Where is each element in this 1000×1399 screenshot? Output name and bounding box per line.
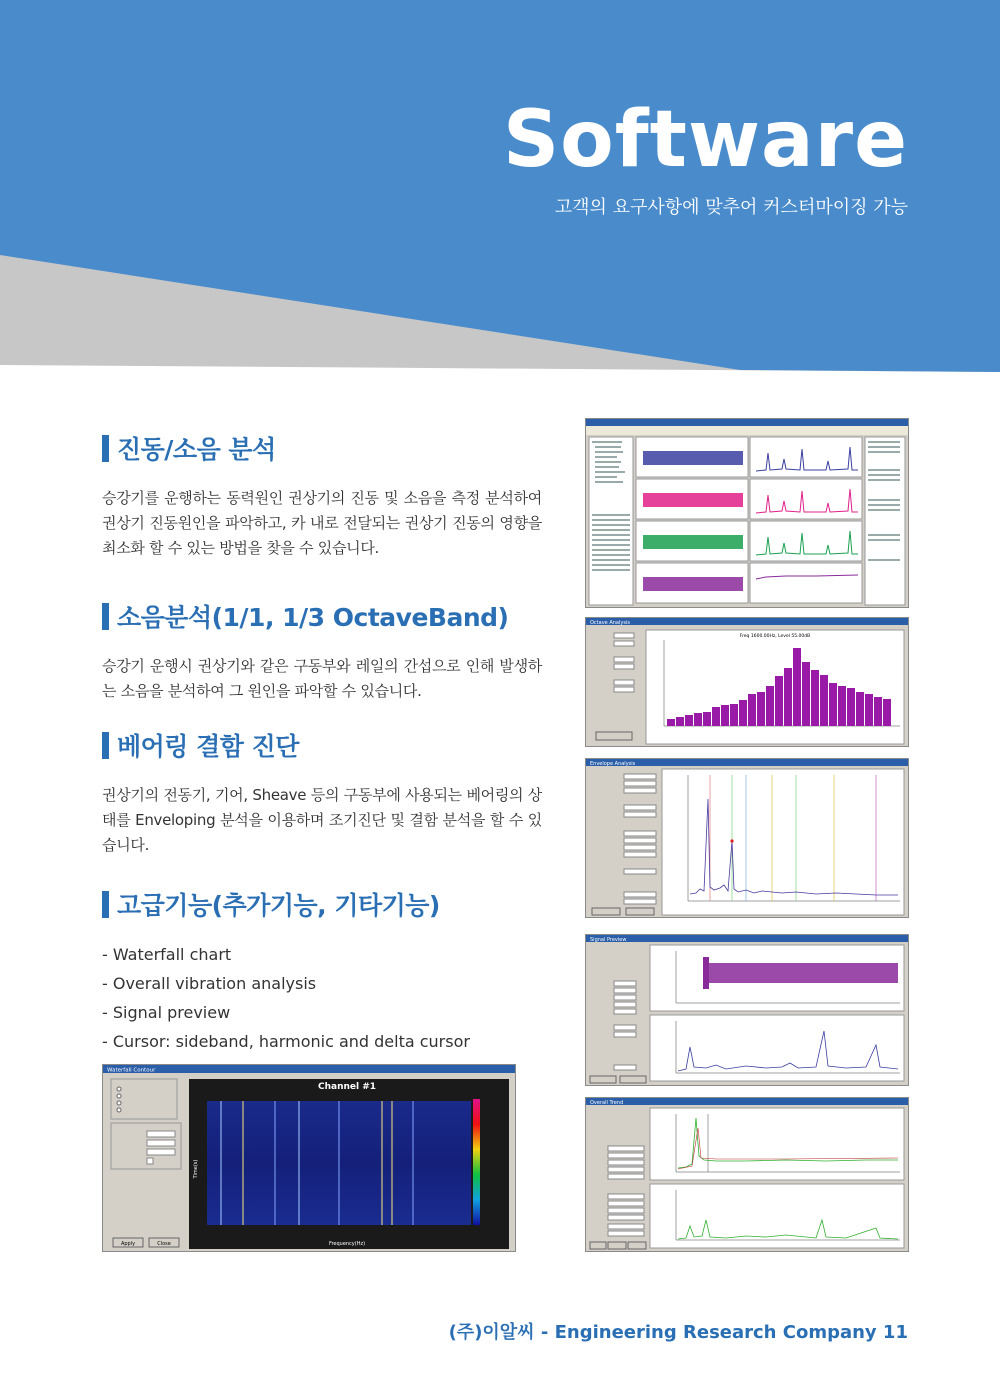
signal-preview-screenshot <box>585 934 909 1086</box>
list-item: - Overall vibration analysis <box>102 974 317 993</box>
section-title: 베어링 결함 진단 <box>117 732 299 761</box>
window-title: Waterfall Contour <box>107 1067 156 1074</box>
section-vibration <box>102 430 542 561</box>
section-title: 고급기능(추가기능, 기타기능) <box>117 891 440 920</box>
page-title: Software <box>502 95 908 185</box>
section-body: 승강기를 운행하는 동력원인 권상기의 진동 및 소음을 측정 분석하여 권상기 진동원인을 파악하고, 카 내로 전달되는 권상기 진동의 영향을 최소화 할 수 있는 방법을 찾을 수 있습니다. <box>102 489 542 557</box>
close-button[interactable] <box>626 908 654 915</box>
y-axis-label: Time(s) <box>193 1159 199 1179</box>
waterfall-contour-screenshot <box>102 1064 516 1252</box>
x-axis-label: Frequency(Hz) <box>328 1241 366 1247</box>
section-title: 진동/소음 분석 <box>117 435 276 464</box>
section-title: 소음분석(1/1, 1/3 OctaveBand) <box>117 603 509 632</box>
window-title: Octave Analysis <box>590 620 630 626</box>
window-title: Overall Trend <box>590 1100 624 1106</box>
section-marker <box>102 891 109 918</box>
section-marker <box>102 435 109 462</box>
section-octave <box>102 598 542 704</box>
preview-button[interactable] <box>590 1076 616 1083</box>
plot-title: Freq 1600.00Hz, Level 55.00dB <box>739 634 811 639</box>
close-label: Close <box>157 1241 171 1247</box>
close-button[interactable] <box>596 732 632 740</box>
feature-list <box>102 940 542 1056</box>
page-subtitle: 고객의 요구사항에 맞추어 커스터마이징 가능 <box>554 197 908 218</box>
vibration-analysis-screenshot <box>585 418 909 608</box>
list-item: - Waterfall chart <box>102 945 232 964</box>
section-body: 권상기의 전동기, 기어, Sheave 등의 구동부에 사용되는 베어링의 상태를 Enveloping 분석을 이용하며 조기진단 및 결함 분석을 할 수 있습니다. <box>102 786 542 854</box>
section-marker <box>102 732 109 759</box>
section-marker <box>102 603 109 630</box>
section-advanced <box>102 886 542 1056</box>
apply-button[interactable] <box>592 908 620 915</box>
window-title: Signal Preview <box>590 937 627 943</box>
footer-credit: (주)이알씨 - Engineering Research Company 11 <box>448 1322 908 1343</box>
overall-trend-screenshot <box>585 1097 909 1252</box>
section-bearing <box>102 727 542 858</box>
apply-label: Apply <box>120 1241 136 1247</box>
plot-title: Channel #1 <box>317 1082 377 1092</box>
octave-analysis-screenshot <box>585 617 909 747</box>
list-item: - Cursor: sideband, harmonic and delta cursor <box>102 1032 470 1051</box>
export-button[interactable] <box>608 1242 626 1249</box>
envelope-analysis-screenshot <box>585 758 909 918</box>
run-button[interactable] <box>590 1242 606 1249</box>
header-banner <box>0 0 1000 380</box>
section-body: 승강기 운행시 권상기와 같은 구동부와 레일의 간섭으로 인해 발생하는 소음을 분석하여 그 원인을 파악할 수 있습니다. <box>102 657 542 700</box>
close-button[interactable] <box>628 1242 646 1249</box>
list-item: - Signal preview <box>102 1003 231 1022</box>
close-button[interactable] <box>620 1076 646 1083</box>
window-title: Envelope Analysis <box>590 761 636 767</box>
